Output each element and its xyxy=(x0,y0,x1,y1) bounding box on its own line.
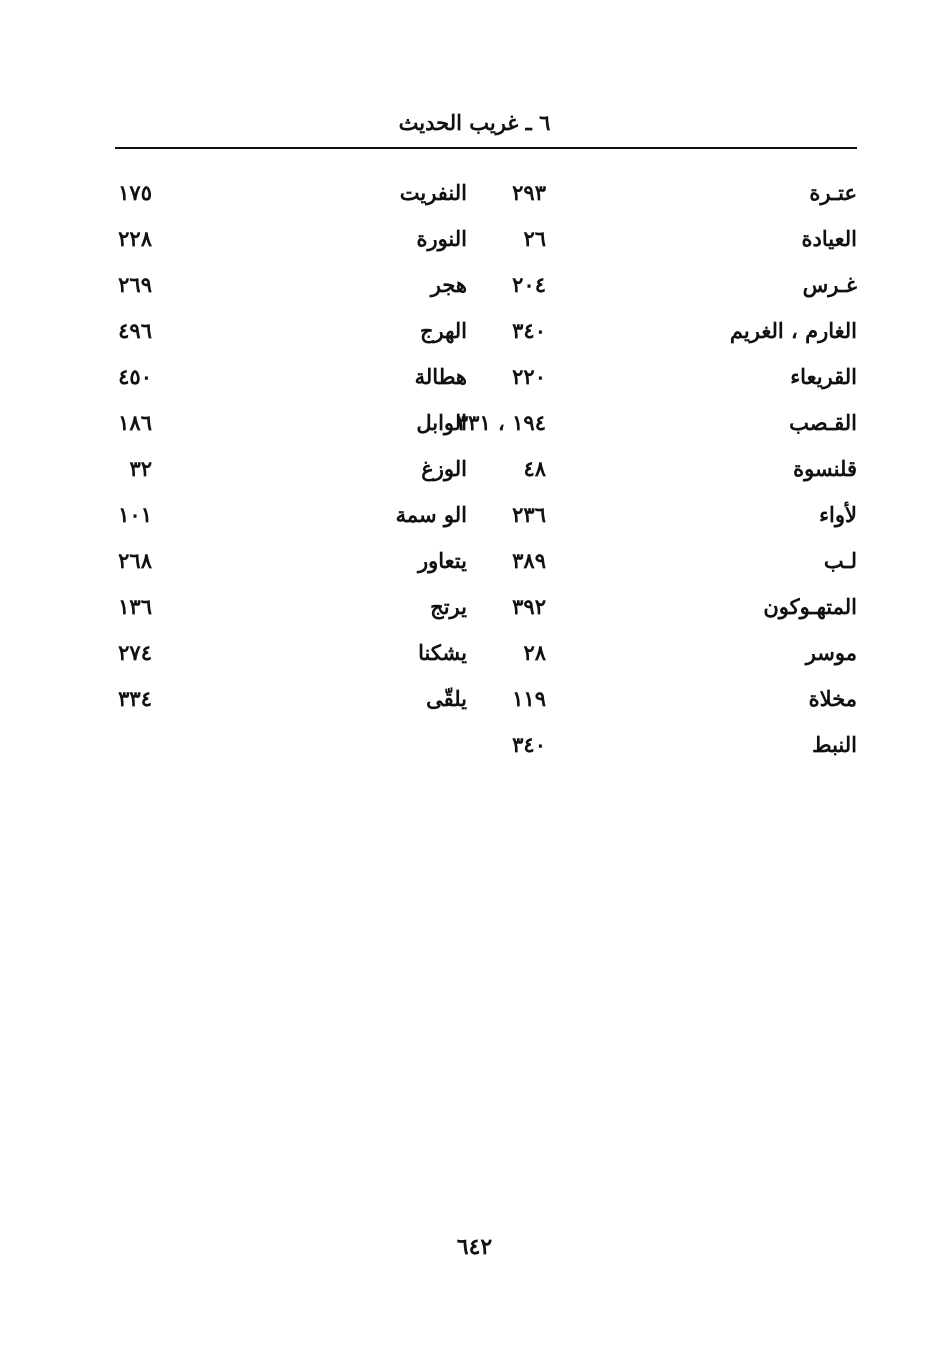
index-page-ref: ٢٦٨ xyxy=(118,548,152,573)
index-page-ref: ٢٩٣ xyxy=(512,180,546,205)
index-term: عتـرة xyxy=(809,180,857,205)
index-page-ref: ٢٧٤ xyxy=(118,640,152,665)
index-page-ref: ١٩٤ ، ٣٣١ xyxy=(456,410,546,435)
index-page-ref: ٤٨ xyxy=(523,456,546,481)
index-term: العيادة xyxy=(801,226,857,251)
index-term: النبط xyxy=(812,732,857,757)
index-row xyxy=(0,630,949,676)
index-page-ref: ٣٩٢ xyxy=(512,594,546,619)
index-row xyxy=(0,446,949,492)
index-term: يلقّى xyxy=(426,686,467,711)
index-term: القـصب xyxy=(789,410,857,435)
index-term: الغارم ، الغريم xyxy=(729,318,857,343)
index-term: غـرس xyxy=(802,272,857,297)
index-term: النورة xyxy=(416,226,467,251)
index-page-ref: ٣٤٠ xyxy=(512,318,546,343)
index-row xyxy=(0,308,949,354)
index-term: الوابل xyxy=(416,410,467,435)
index-page-ref: ٢٦٩ xyxy=(118,272,152,297)
index-term: هجر xyxy=(430,272,467,297)
index-term: لـب xyxy=(823,548,857,573)
header-divider xyxy=(115,147,857,149)
index-term: الو سمة xyxy=(395,502,467,527)
index-page-ref: ٢٣٦ xyxy=(512,502,546,527)
index-page-ref: ٣٤٠ xyxy=(512,732,546,757)
index-row xyxy=(0,354,949,400)
index-term: هطالة xyxy=(414,364,467,389)
page-number: ٦٤٢ xyxy=(456,1234,493,1260)
index-page-ref: ١٠١ xyxy=(118,502,152,527)
index-term: لأواء xyxy=(819,502,857,527)
index-page-ref: ٣٨٩ xyxy=(512,548,546,573)
index-page-ref: ٤٩٦ xyxy=(118,318,152,343)
index-row xyxy=(0,170,949,216)
index-row xyxy=(0,676,949,722)
index-row xyxy=(0,538,949,584)
index-term: يتعاور xyxy=(418,548,467,573)
index-row xyxy=(0,216,949,262)
index-row xyxy=(0,400,949,446)
index-page-ref: ١١٩ xyxy=(512,686,546,711)
index-page-ref: ١٧٥ xyxy=(118,180,152,205)
index-term: يرتج xyxy=(430,594,467,619)
index-page-ref: ٣٣٤ xyxy=(118,686,152,711)
index-page-ref: ٣٢ xyxy=(129,456,152,481)
index-row xyxy=(0,722,949,768)
index-term: المتهـوكون xyxy=(763,594,857,619)
index-page-ref: ٢٨ xyxy=(523,640,546,665)
index-page-ref: ٤٥٠ xyxy=(118,364,152,389)
index-row xyxy=(0,584,949,630)
index-term: قلنسوة xyxy=(793,456,857,481)
index-term: مخلاة xyxy=(808,686,857,711)
index-page-ref: ٢٢٨ xyxy=(118,226,152,251)
index-term: الوزغ xyxy=(421,456,467,481)
index-term: الهرج xyxy=(419,318,467,343)
index-term: القريعاء xyxy=(790,364,857,389)
index-row xyxy=(0,262,949,308)
index-page-ref: ١٣٦ xyxy=(118,594,152,619)
index-term: موسر xyxy=(805,640,857,665)
index-page-ref: ٢٦ xyxy=(523,226,546,251)
index-page-ref: ٢٢٠ xyxy=(512,364,546,389)
index-term: يشكنا xyxy=(418,640,467,665)
index-page-ref: ١٨٦ xyxy=(118,410,152,435)
section-title: ٦ ـ غريب الحديث xyxy=(398,110,551,135)
index-row xyxy=(0,492,949,538)
index-term: النفريت xyxy=(399,180,467,205)
index-page-ref: ٢٠٤ xyxy=(512,272,546,297)
